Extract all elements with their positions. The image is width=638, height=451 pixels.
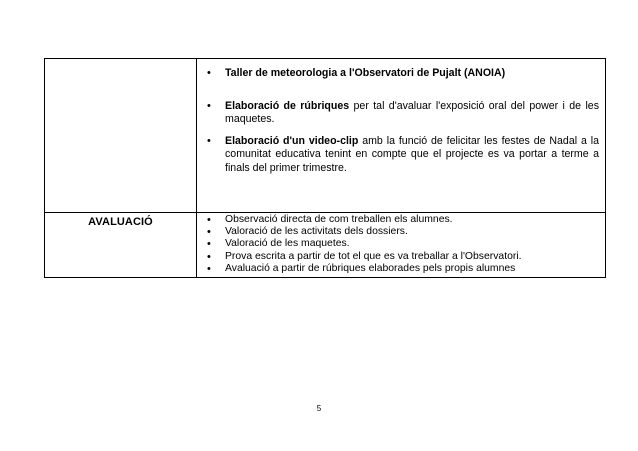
list-item — [197, 67, 605, 81]
activities-list — [197, 59, 605, 176]
item-bold: Taller de meteorologia a l'Observatori de Pujalt (ANOIA) — [225, 67, 506, 79]
list-item: • Valoració de les maquetes. — [197, 238, 605, 250]
row2-content-cell — [197, 213, 606, 278]
evaluation-list — [197, 213, 605, 275]
activities-table — [44, 58, 606, 278]
item-bold: Elaboració de rúbriques — [225, 99, 350, 112]
list-item: • Avaluació a partir de rúbriques elaborades pels propis alumnes — [197, 263, 605, 275]
evaluation-label: AVALUACIÓ — [88, 216, 153, 228]
list-item — [197, 135, 605, 176]
row2-label-cell — [45, 213, 197, 278]
list-item — [197, 100, 605, 127]
list-item: • Prova escrita a partir de tot el que es va treballar a l'Observatori. — [197, 251, 605, 263]
list-item: • Valoració de les activitats dels dossiers. — [197, 226, 605, 238]
page-number: 5 — [316, 404, 322, 413]
item-text: amb la funció de felicitar les festes de Nadal a la comunitat educativa tenint en compte que el projecte es va portar a terme a finals del primer trimestre. — [225, 134, 599, 174]
row1-content-cell — [197, 59, 606, 213]
row1-label-cell — [45, 59, 197, 213]
item-text: per tal d'avaluar l'exposició oral del power i de les maquetes. — [225, 99, 599, 126]
list-item: • Observació directa de com treballen els alumnes. — [197, 214, 605, 226]
activities-row — [45, 59, 606, 213]
evaluation-row — [45, 213, 606, 278]
item-bold: Elaboració d'un video-clip — [225, 134, 359, 147]
